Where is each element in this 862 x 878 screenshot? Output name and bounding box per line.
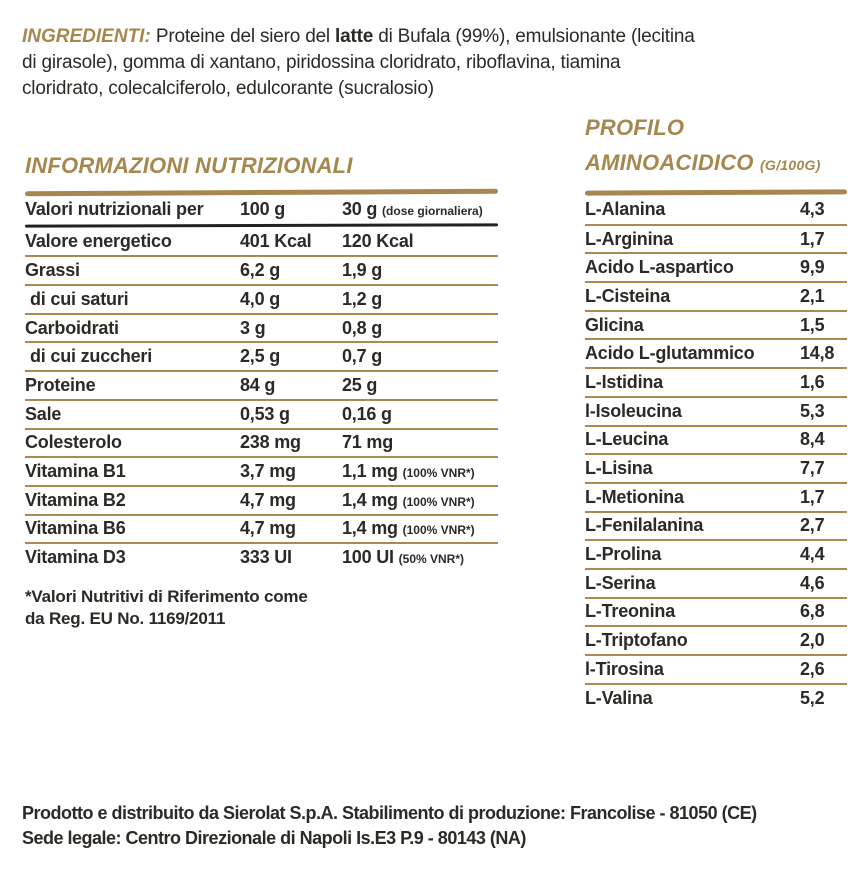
amino-value: 1,5 [800,314,825,335]
ingredients-bold-word: latte [335,26,374,47]
amino-value: 2,6 [800,658,825,679]
row-value-30g-amount: 0,8 g [342,317,383,338]
ingredients-line-2: di girasole), gomma di xantano, piridossina cloridrato, riboflavina, tiamina [22,52,621,73]
table-row [25,456,498,485]
row-value-30g-amount: 25 g [342,374,378,395]
nutrition-header-row [25,195,498,224]
amino-name: L-Arginina [585,228,673,249]
amino-name: L-Metionina [585,486,684,507]
table-row [25,370,498,399]
table-row [25,428,498,457]
nutrition-title: INFORMAZIONI NUTRIZIONALI [25,153,353,178]
row-value-30g [342,346,498,367]
row-value-30g [342,404,498,425]
amino-value: 5,2 [800,687,825,708]
row-value-30g [342,490,498,511]
table-row [585,396,847,425]
table-row [585,511,847,540]
amino-title-text: AMINOACIDICO [585,150,760,175]
ingredients-line-3: cloridrato, colecalciferolo, edulcorante (sucralosio) [22,78,434,99]
row-vnr-note: (50% VNR*) [398,552,465,567]
amino-value: 14,8 [800,343,835,364]
amino-name: L-Valina [585,687,653,708]
ingredients-text-b: di Bufala (99%), emulsionante (lecitina [373,26,695,47]
table-row [585,683,847,712]
row-value-30g [342,547,498,568]
amino-name: L-Prolina [585,544,662,565]
row-value-100g: 84 g [240,374,276,395]
header-label: Valori nutrizionali per [25,198,204,219]
amino-value: 4,3 [800,198,825,219]
table-row [585,195,847,224]
row-label: Vitamina D3 [25,547,126,568]
row-value-100g: 2,5 g [240,346,281,367]
header-col-30g [342,199,498,220]
amino-name: L-Fenilalanina [585,515,704,536]
amino-value: 9,9 [800,257,825,278]
amino-title-unit: (G/100G) [759,157,821,173]
table-row [585,338,847,367]
row-label: Vitamina B6 [25,518,126,539]
row-value-30g [342,318,498,339]
amino-value: 2,0 [800,630,825,651]
row-label: Vitamina B2 [25,489,126,510]
row-label: Colesterolo [25,432,122,453]
row-value-30g-amount: 1,1 mg [342,461,398,482]
row-value-30g-amount: 1,4 mg [342,489,398,510]
ingredients-label: INGREDIENTI: [22,26,151,47]
table-row [585,482,847,511]
amino-name: L-Serina [585,572,656,593]
amino-name: L-Triptofano [585,630,688,651]
table-row [585,453,847,482]
amino-value: 2,7 [800,515,825,536]
amino-value: 8,4 [800,429,825,450]
amino-value: 1,6 [800,371,825,392]
row-value-100g: 333 UI [240,547,292,568]
footer-line-2: Sede legale: Centro Direzionale di Napoli Is.E3 P.9 - 80143 (NA) [22,828,526,848]
row-value-30g [342,432,498,453]
amino-value: 5,3 [800,400,825,421]
header-col-30g-note: (dose giornaliera) [382,203,483,218]
row-value-100g: 401 Kcal [240,230,312,251]
row-value-100g: 4,0 g [240,288,281,309]
amino-name: l-Isoleucina [585,400,682,421]
ingredients-line-1 [22,24,850,50]
row-value-30g-amount: 100 UI [342,547,394,568]
row-value-100g: 4,7 mg [240,518,296,539]
table-row [585,568,847,597]
table-row [585,252,847,281]
vnr-footnote [25,586,498,630]
amino-profile-section [585,112,847,711]
row-label: Sale [25,403,62,424]
row-value-30g [342,260,498,281]
row-value-30g-amount: 71 mg [342,432,394,453]
producer-footer [22,801,852,851]
row-vnr-note: (100% VNR*) [402,466,475,481]
header-col-100g: 100 g [240,198,286,219]
amino-name: L-Leucina [585,429,669,450]
row-label: di cui saturi [30,288,129,309]
nutrition-facts-section [25,112,498,630]
amino-value: 6,8 [800,601,825,622]
row-value-30g-amount: 1,2 g [342,288,383,309]
table-row [585,310,847,339]
row-value-30g [342,231,498,252]
table-row [25,284,498,313]
table-row [585,425,847,454]
row-label: Carboidrati [25,317,119,338]
table-row [585,625,847,654]
row-vnr-note: (100% VNR*) [402,523,475,538]
row-value-30g-amount: 120 Kcal [342,230,414,251]
row-value-30g [342,289,498,310]
amino-value: 4,6 [800,572,825,593]
row-label: Vitamina B1 [25,461,126,482]
row-value-30g-amount: 1,4 mg [342,518,398,539]
table-row [585,539,847,568]
nutrition-title-block [25,112,498,190]
table-row [585,367,847,396]
table-row [585,281,847,310]
ingredients-paragraph [22,24,850,102]
amino-name: L-Alanina [585,198,666,219]
amino-name: L-Istidina [585,371,663,392]
footer-line-1: Prodotto e distribuito da Sierolat S.p.A. Stabilimento di produzione: Francolise - 81050 (CE) [22,803,757,823]
row-value-100g: 0,53 g [240,403,290,424]
row-label: Grassi [25,260,80,281]
nutrition-rows [25,227,498,571]
amino-name: l-Tirosina [585,658,664,679]
row-label: di cui zuccheri [30,346,153,367]
amino-name: Acido L-glutammico [585,343,755,364]
row-value-100g: 4,7 mg [240,489,296,510]
table-row [25,485,498,514]
row-value-30g [342,461,498,482]
amino-name: L-Treonina [585,601,676,622]
table-row [585,654,847,683]
amino-name: L-Cisteina [585,285,671,306]
amino-name: L-Lisina [585,458,653,479]
row-value-30g-amount: 1,9 g [342,260,383,281]
table-row [25,514,498,543]
row-value-100g: 3 g [240,317,266,338]
amino-title-line-2 [585,145,847,183]
row-value-100g: 3,7 mg [240,461,296,482]
ingredients-text-a: Proteine del siero del [150,26,336,47]
table-row [585,224,847,253]
header-col-30g-value: 30 g [342,198,378,219]
row-value-30g [342,375,498,396]
amino-value: 1,7 [800,486,825,507]
table-row [25,313,498,342]
table-row [25,399,498,428]
table-row [25,341,498,370]
amino-name: Glicina [585,314,644,335]
amino-name: Acido L-aspartico [585,257,734,278]
amino-title-block [585,112,847,190]
row-value-30g [342,518,498,539]
table-row [585,597,847,626]
amino-value: 7,7 [800,458,825,479]
footnote-line-2: da Reg. EU No. 1169/2011 [25,608,226,628]
table-row [25,542,498,571]
amino-value: 2,1 [800,285,825,306]
table-row [25,255,498,284]
amino-value: 1,7 [800,228,825,249]
row-value-30g-amount: 0,16 g [342,403,392,424]
row-value-30g-amount: 0,7 g [342,346,383,367]
amino-value: 4,4 [800,544,825,565]
row-label: Proteine [25,374,96,395]
row-vnr-note: (100% VNR*) [402,494,475,509]
amino-title-line-1: PROFILO [585,115,685,140]
row-label: Valore energetico [25,230,172,251]
amino-rows [585,195,847,711]
row-value-100g: 238 mg [240,432,301,453]
footnote-line-1: *Valori Nutritivi di Riferimento come [25,586,308,606]
row-value-100g: 6,2 g [240,260,281,281]
table-row [25,227,498,256]
